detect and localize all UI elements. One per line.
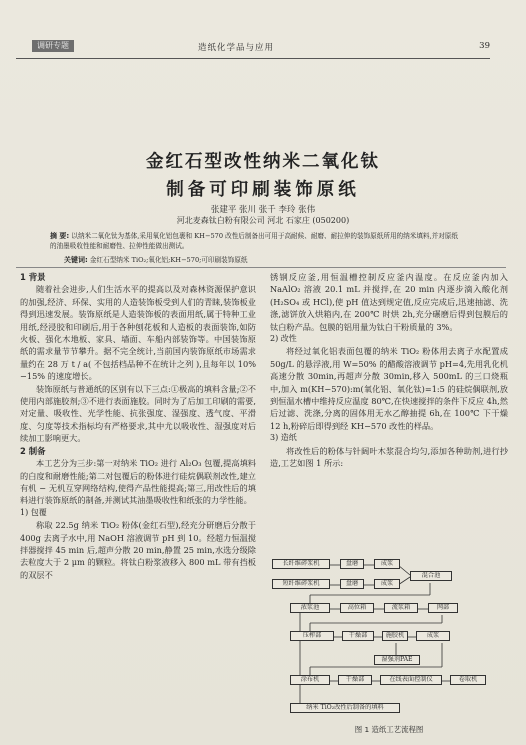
flow-box-filler: 纳米 TiO₂改性后制备的填料	[290, 703, 400, 713]
right-column	[270, 271, 508, 470]
article-title-line2: 制备可印刷装饰原纸	[166, 180, 360, 200]
flow-box-short-fiber: 短纤维碎浆机	[272, 579, 330, 589]
header-divider	[16, 58, 490, 59]
paragraph: 锈钢反应釜,用恒温槽控制反应釜内温度。在反应釜内加入 NaAlO₂ 溶液 20.1 mL 并搅拌,在 20 min 内逐步滴入酸化剂(H₂SO₄ 或 HCl),使 pH 值达到规定值,反应完成后,迅速抽滤、洗涤,滤饼放入烘箱内,在 200℃ 时烘 2h,充分碾磨后得到包膜后的钛白粉产品。包膜的铝用量为钛白干粉质量的 3%。	[270, 272, 508, 332]
flow-box-long-fiber: 长纤维碎浆机	[272, 559, 330, 569]
keywords-text: 金红石型纳米 TiO₂;氧化铝;KH−570;可印刷装饰原纸	[89, 256, 248, 264]
flow-box-dryer: 干燥部	[342, 631, 374, 641]
article-title-line1: 金红石型改性纳米二氧化钛	[146, 152, 380, 172]
paragraph: 将改性后的粉体与针阔叶木浆混合均匀,添加各种助剂,进行抄造,工艺如图 1 所示:	[270, 445, 508, 469]
flow-box-refiner: 盘磨	[340, 579, 364, 589]
process-flow-diagram	[270, 555, 508, 735]
subsection-heading: 1) 包覆	[20, 507, 47, 517]
keywords-label: 关键词:	[64, 256, 88, 264]
left-column	[20, 271, 256, 581]
abstract-label: 摘 要:	[50, 232, 70, 240]
paragraph: 随着社会进步,人们生活水平的提高以及对森林资源保护意识的加强,经济、环保、实用的人造装饰板受到人们的青睐,装饰板业得到迅速发展。装饰原纸是人造装饰板的表面用纸,属于特种工业用纸,经浸胶和印刷后,用于各种刨花板和人造板的表面装饰,如防火板、强化木地板、家具、墙面、车船内部装饰等。中国装饰原纸的需求量节节攀升。据不完全统计,当前国内装饰原纸市场需求量约在 28 万 t / a( 不包括档品种不在统计之列 ),且每年以 10%−15% 的速度增长。	[20, 284, 256, 382]
flow-box-headbox: 流浆箱	[384, 603, 418, 613]
flow-box-press: 压榨部	[290, 631, 334, 641]
paragraph: 称取 22.5g 纳米 TiO₂ 粉体(金红石型),经充分研磨后分散于 400g 去离子水中,用 NaOH 溶液调节 pH 到 10。经超力恒温搅拌器搅拌 45 min 后,超声分散 20 min,静置 25 min,水选分级除去粒度大于 2 μm 的颗粒。将钛白粉浆液移入 800 mL 带有挡板的双层不	[20, 520, 256, 580]
flow-box-size-press: 施胶机	[382, 631, 408, 641]
figure-caption: 图 1 造纸工艺流程图	[354, 725, 424, 734]
journal-name: 造纸化学品与应用	[198, 43, 275, 53]
authors: 张建平 张川 张千 李玲 张伟	[210, 205, 316, 215]
flow-box-stock: 成浆	[374, 559, 400, 569]
flow-box-reel: 卷取机	[450, 675, 486, 685]
section-tag: 调研专题	[32, 40, 74, 52]
flow-box-refiner: 盘磨	[340, 559, 364, 569]
paragraph: 将经过氧化铝表面包覆的纳米 TiO₂ 粉体用去离子水配置成 50g/L 的悬浮液,用 W=50% 的醋酸溶液调节 pH=4,先用乳化机高速分散 30min,再超声分散 30min,移入 500mL 的三口烧瓶中,加入 m(KH−570):m(氧化铝、氧化钛)=1:5 的硅烷偶联剂,放到恒温水槽中维持反应温度 80℃,在快速搅拌的条件下反应 4h,然后过滤、洗涤,分离的固体用无水乙醇抽提 6h,在 100℃ 下干燥 12 h,粉碎后即得到经 KH−570 改性的样品。	[270, 346, 508, 431]
flow-box-online-control: 在线表面控制仪	[380, 675, 442, 685]
flow-box-thick-stock: 浓浆池	[290, 603, 330, 613]
flow-box-wire: 网部	[428, 603, 458, 613]
running-header	[18, 40, 508, 54]
flow-box-stock: 成浆	[374, 579, 400, 589]
page-number: 39	[479, 41, 490, 51]
affiliation: 河北麦森钛白粉有限公司 河北 石家庄 (050200)	[176, 216, 350, 225]
section-heading: 2 制备	[20, 445, 46, 456]
section-heading: 1 背景	[20, 272, 46, 282]
paragraph: 装饰原纸与普通纸的区别有以下三点:①极高的填料含量;②不使用内部施胶剂;③不进行表面施胶。同时为了后加工印刷的需要,对定量、吸收性、光学性能、抗张强度、湿强度、透气度、平滑度、匀度等技术指标均有严格要求,其中尤以吸收性、湿强度对后续加工影响更大。	[20, 383, 256, 444]
flow-box-wet-strength: 湿强剂PAE	[374, 655, 420, 665]
flow-box-head-tank: 高位箱	[340, 603, 374, 613]
abstract	[50, 232, 462, 251]
flow-box-stock: 成浆	[416, 631, 450, 641]
abstract-divider	[16, 267, 506, 268]
paragraph: 本工艺分为三步:第一对纳米 TiO₂ 进行 Al₂O₃ 包覆,提高填料的白度和耐磨性能;第二对包覆后的粉体进行硅烷偶联剂改性,建立有机 − 无机互穿网络结构,使得产品性能提高;第三,用改性后的填料进行装饰原纸的制备,并测试其油墨吸收性和纸张的力学性能。	[20, 458, 256, 506]
flow-box-coater: 涂布机	[290, 675, 330, 685]
keywords	[64, 254, 464, 265]
subsection-heading: 2) 改性	[270, 334, 297, 344]
flow-box-dryer: 干燥部	[338, 675, 372, 685]
flow-box-mixing-chest: 混合池	[410, 571, 452, 581]
abstract-text: 以纳米二氧化钛为基体,采用氧化铝包裹和 KH−570 改性后制备出可用于高耐候、耐磨、耐拉伸的装饰原纸所用的纳米填料,并对原纸的油墨吸收性能和耐磨性、拉伸性能做出测试。	[50, 232, 458, 250]
subsection-heading: 3) 造纸	[270, 433, 297, 443]
